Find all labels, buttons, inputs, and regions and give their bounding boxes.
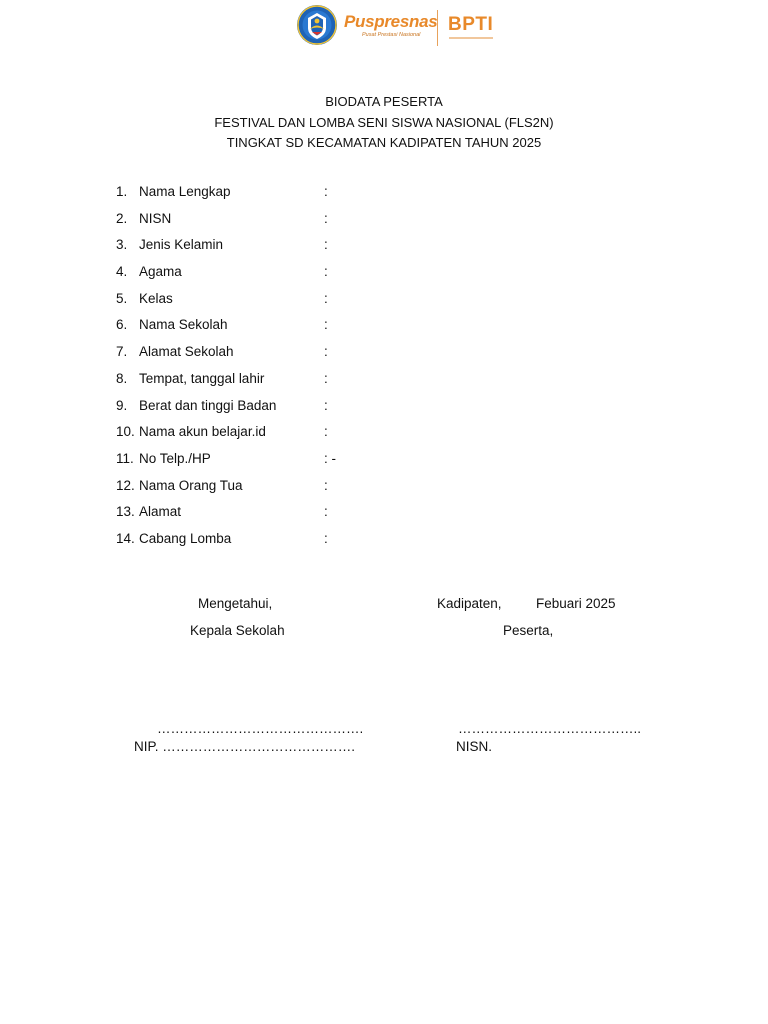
field-row-alamat-sekolah [116,339,656,366]
field-number: 9. [116,397,128,413]
bpti-wordmark: BPTI [448,14,494,35]
logo-divider [437,10,438,46]
field-label: No Telp./HP [139,450,211,466]
field-label: Jenis Kelamin [139,237,224,253]
field-separator: : [324,344,328,360]
field-separator: : [324,504,328,520]
field-label: Nama Orang Tua [139,477,243,493]
field-label: Kelas [139,290,173,306]
field-row-nama-lengkap [116,179,656,206]
field-label: Berat dan tinggi Badan [139,397,277,413]
field-label: Agama [139,264,182,280]
biodata-field-list [116,179,656,553]
field-row-akun-belajar [116,419,656,446]
kemendikbud-logo-icon [296,4,338,46]
field-number: 14. [116,530,135,546]
field-separator: : [324,184,328,199]
header-logos [296,4,496,48]
sig-left-dots: ………………………………………. [157,721,364,736]
sig-left-heading: Mengetahui, [198,596,273,611]
sig-right-role: Peserta, [503,623,554,638]
field-row-alamat [116,499,656,526]
field-number: 13. [116,504,135,520]
field-row-nisn [116,206,656,233]
title-line-2: FESTIVAL DAN LOMBA SENI SISWA NASIONAL (FLS2N) [214,114,554,130]
puspresnas-logo [344,10,438,42]
puspresnas-wordmark: Puspresnas [344,12,438,31]
field-separator: : - [324,450,336,466]
field-label: Nama akun belajar.id [139,424,266,440]
field-number: 8. [116,370,128,386]
field-number: 1. [116,184,128,199]
field-label: Nama Sekolah [139,317,228,333]
field-row-tempat-tanggal-lahir [116,366,656,393]
field-number: 10. [116,424,135,440]
field-number: 11. [116,450,134,466]
field-separator: : [324,477,328,493]
field-row-no-telp [116,446,656,473]
field-number: 4. [116,264,128,280]
field-label: Alamat [139,504,182,520]
field-separator: : [324,237,328,253]
field-row-jenis-kelamin [116,232,656,259]
field-label: Tempat, tanggal lahir [139,370,265,386]
field-separator: : [324,264,328,280]
field-row-nama-orang-tua [116,473,656,500]
puspresnas-tagline: Pusat Prestasi Nasional [362,32,421,38]
field-separator: : [324,210,328,226]
sig-right-nisn: NISN. [456,739,493,754]
field-number: 5. [116,290,128,306]
bpti-logo [448,14,496,44]
field-row-berat-tinggi [116,393,656,420]
field-label: Nama Lengkap [139,184,231,199]
field-row-agama [116,259,656,286]
sig-left-nip: NIP. ……………………………………. [134,739,356,754]
field-label: Alamat Sekolah [139,344,234,360]
field-row-kelas [116,286,656,313]
field-separator: : [324,290,328,306]
title-line-1: BIODATA PESERTA [325,94,443,109]
field-separator: : [324,370,328,386]
field-row-nama-sekolah [116,312,656,339]
field-label: Cabang Lomba [139,530,232,546]
field-label: NISN [139,210,172,226]
field-row-cabang-lomba [116,526,656,553]
bpti-underline [449,37,493,39]
document-title [0,92,768,154]
sig-left-role: Kepala Sekolah [190,623,285,638]
field-number: 3. [116,237,128,253]
field-number: 12. [116,477,135,493]
sig-right-date: Febuari 2025 [536,596,616,611]
field-separator: : [324,397,328,413]
field-separator: : [324,424,328,440]
field-number: 6. [116,317,128,333]
field-separator: : [324,317,328,333]
field-number: 2. [116,210,128,226]
sig-right-place: Kadipaten, [437,596,502,611]
title-line-3: TINGKAT SD KECAMATAN KADIPATEN TAHUN 2025 [226,135,542,150]
field-number: 7. [116,344,128,360]
field-separator: : [324,530,328,546]
sig-right-dots: ………………………………….. [458,721,642,736]
